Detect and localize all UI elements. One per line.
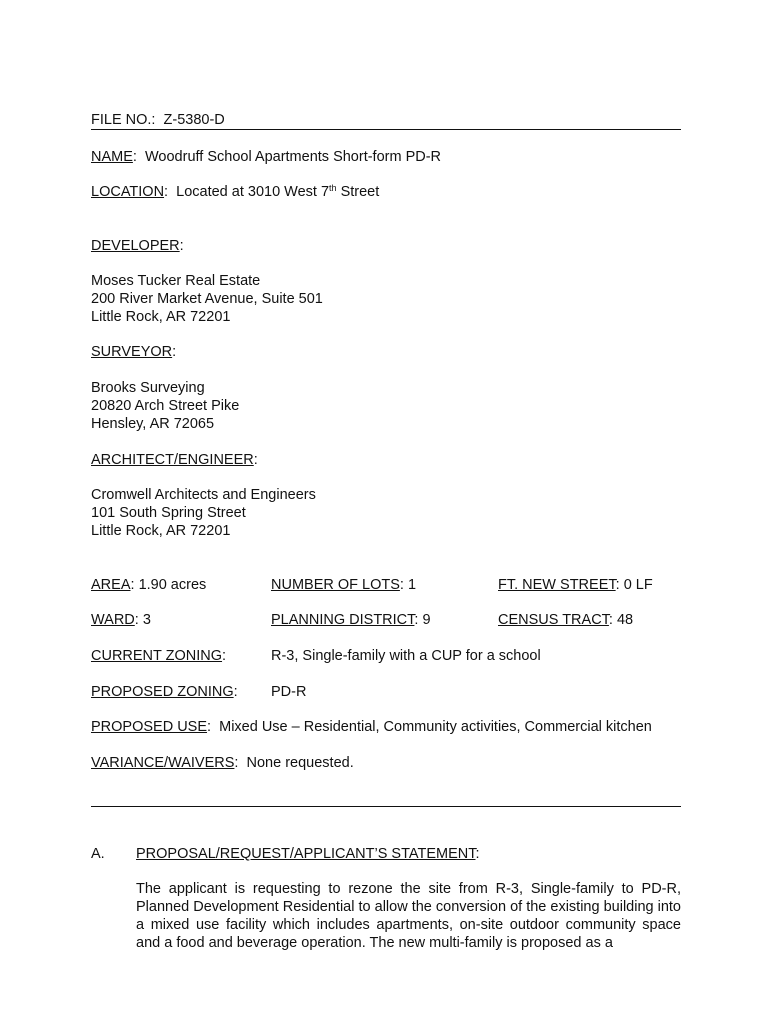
- surveyor-line-1: Brooks Surveying: [91, 380, 205, 396]
- location-value-pre: Located at 3010 West 7: [176, 184, 330, 200]
- file-number-line: [91, 111, 681, 130]
- name-value: Woodruff School Apartments Short-form PD-R: [145, 149, 442, 165]
- surveyor-line-3: Hensley, AR 72065: [91, 416, 215, 432]
- section-a-body: The applicant is requesting to rezone the site from R-3, Single-family to PD-R, Planned Development Residential to allow the conversion of the existing building into a mixed use facility which includes apartments, on-site outdoor community space and a food and beverage operation. The new multi-family is proposed as a: [136, 881, 681, 951]
- ft-new-street-value: 0 LF: [623, 577, 653, 593]
- architect-label: ARCHITECT/ENGINEER: [91, 452, 254, 468]
- current-zoning-value: R-3, Single-family with a CUP for a school: [271, 648, 541, 664]
- planning-district-field: PLANNING DISTRICT: 9: [271, 612, 431, 628]
- developer-line-3: Little Rock, AR 72201: [91, 309, 231, 325]
- census-tract-value: 48: [616, 612, 634, 628]
- section-a-heading: PROPOSAL/REQUEST/APPLICANT’S STATEMENT:: [136, 846, 480, 862]
- surveyor-line-2: 20820 Arch Street Pike: [91, 398, 240, 414]
- location-label: LOCATION: [91, 184, 165, 200]
- lots-value: 1: [407, 577, 417, 593]
- location-value-post: Street: [336, 184, 380, 200]
- proposed-zoning-label: PROPOSED ZONING: [91, 684, 234, 700]
- developer-heading: DEVELOPER:: [91, 238, 184, 254]
- proposed-use-row: PROPOSED USE: Mixed Use – Residential, Community activities, Commercial kitchen: [91, 719, 652, 735]
- developer-label: DEVELOPER: [91, 238, 180, 254]
- planning-district-value: 9: [422, 612, 431, 628]
- ft-new-street-field: FT. NEW STREET: 0 LF: [498, 577, 653, 593]
- variance-row: VARIANCE/WAIVERS: None requested.: [91, 755, 354, 771]
- proposed-zoning-field: PROPOSED ZONING:: [91, 684, 238, 700]
- ft-new-street-label: FT. NEW STREET: [498, 577, 616, 593]
- proposed-use-label: PROPOSED USE: [91, 719, 208, 735]
- census-tract-label: CENSUS TRACT: [498, 612, 609, 628]
- current-zoning-label: CURRENT ZONING: [91, 648, 223, 664]
- variance-value: None requested.: [246, 755, 354, 771]
- name-label: NAME: [91, 149, 133, 165]
- lots-label: NUMBER OF LOTS: [271, 577, 400, 593]
- area-label: AREA: [91, 577, 131, 593]
- area-field: AREA: 1.90 acres: [91, 577, 207, 593]
- lots-field: NUMBER OF LOTS: 1: [271, 577, 417, 593]
- proposed-zoning-value: PD-R: [271, 684, 307, 700]
- surveyor-heading: SURVEYOR:: [91, 344, 177, 360]
- proposed-use-value: Mixed Use – Residential, Community activities, Commercial kitchen: [219, 719, 652, 735]
- location-value-sup: th: [329, 183, 337, 193]
- name-row: NAME: Woodruff School Apartments Short-form PD-R: [91, 149, 442, 165]
- census-tract-field: CENSUS TRACT: 48: [498, 612, 634, 628]
- section-a-heading-text: PROPOSAL/REQUEST/APPLICANT’S STATEMENT: [136, 846, 476, 862]
- developer-line-2: 200 River Market Avenue, Suite 501: [91, 291, 323, 307]
- ward-field: WARD: 3: [91, 612, 151, 628]
- developer-line-1: Moses Tucker Real Estate: [91, 273, 261, 289]
- ward-label: WARD: [91, 612, 135, 628]
- architect-line-1: Cromwell Architects and Engineers: [91, 487, 316, 503]
- section-a-letter: A.: [91, 846, 105, 862]
- section-divider: [91, 806, 681, 807]
- location-row: LOCATION: Located at 3010 West 7th Street: [91, 183, 380, 200]
- file-number-label: FILE NO.:: [91, 112, 156, 128]
- architect-heading: ARCHITECT/ENGINEER:: [91, 452, 258, 468]
- ward-value: 3: [142, 612, 151, 628]
- area-value: 1.90 acres: [138, 577, 207, 593]
- surveyor-label: SURVEYOR: [91, 344, 173, 360]
- variance-label: VARIANCE/WAIVERS: [91, 755, 235, 771]
- planning-district-label: PLANNING DISTRICT: [271, 612, 415, 628]
- architect-line-3: Little Rock, AR 72201: [91, 523, 231, 539]
- file-number-value: Z-5380-D: [163, 112, 225, 128]
- architect-line-2: 101 South Spring Street: [91, 505, 246, 521]
- current-zoning-field: CURRENT ZONING:: [91, 648, 227, 664]
